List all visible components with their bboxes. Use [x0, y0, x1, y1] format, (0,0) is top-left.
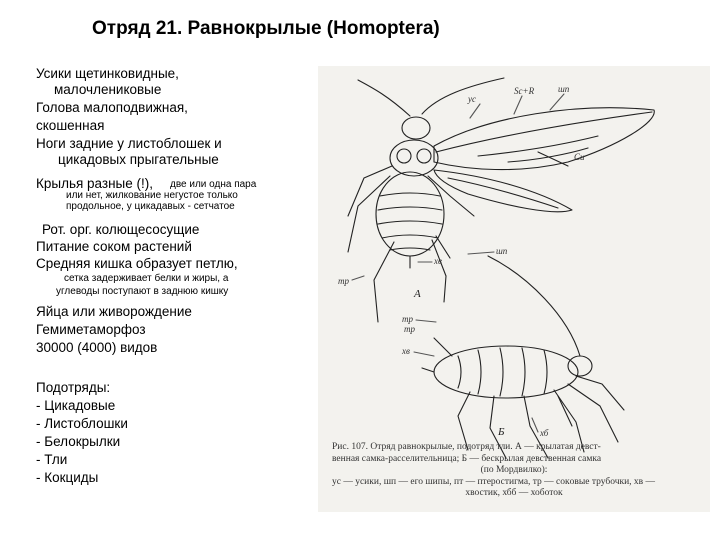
feature-wings-note3: продольное, у цикадавых - сетчатое: [66, 201, 235, 212]
feature-gut: Средняя кишка образует петлю,: [36, 256, 238, 271]
caption-line: ус — усики, шп — его шипы, пт — птеростигма, тр — сокoвые трубочки, хв —: [332, 476, 656, 487]
feature-wings-note1: две или одна пара: [170, 179, 257, 190]
caption-line: Рис. 107. Отряд равнокрылые, подотряд тли. А — крылатая девст-: [332, 442, 601, 452]
label-siphunculi-a: тр: [338, 276, 349, 286]
feature-antennae-line2: малочлениковые: [54, 82, 162, 97]
suborder-item: - Тли: [36, 452, 68, 467]
feature-species-count: 30000 (4000) видов: [36, 340, 158, 355]
suborder-item: - Белокрылки: [36, 434, 121, 449]
figure-label-b: Б: [498, 426, 505, 438]
label-cauda-b: хв: [402, 346, 410, 356]
feature-mouthparts: Рот. орг. колющесосущие: [42, 222, 200, 237]
figure-label-a: А: [414, 288, 421, 300]
feature-reproduction: Яйца или живорождение: [36, 304, 192, 319]
suborder-item: - Цикадовые: [36, 398, 116, 413]
aphid-illustration: [318, 66, 710, 512]
suborder-item: - Листоблошки: [36, 416, 128, 431]
wingless-aphid-b: [422, 256, 624, 458]
caption-line: (по Мордвилко):: [480, 465, 548, 475]
label-spines-a: шп: [558, 84, 570, 94]
label-proboscis: хб: [540, 428, 549, 438]
winged-aphid-a: [348, 78, 654, 322]
feature-gut-note1: сетка задерживает белки и жиры, а: [64, 273, 229, 284]
suborder-item: - Кокциды: [36, 470, 99, 485]
label-spines-b: шп: [496, 246, 508, 256]
feature-antennae-line1: Усики щетинковидные,: [36, 66, 179, 81]
label-siphunculi-b2: тр: [404, 324, 415, 334]
figure-caption: [332, 442, 696, 500]
caption-line: венная самка-расселительница; Б — бескрылая девственная самка: [332, 453, 602, 464]
feature-head-line2: скошенная: [36, 118, 105, 133]
label-cu: Cu: [574, 152, 585, 162]
feature-wings: Крылья разные (!),: [36, 176, 154, 191]
label-cauda-a: хв: [434, 256, 442, 266]
suborders-heading: Подотряды:: [36, 380, 111, 395]
feature-wings-note2: или нет, жилкование негустое только: [66, 190, 238, 201]
feature-head-line1: Голова малоподвижная,: [36, 100, 188, 115]
feature-gut-note2: углеводы поступают в заднюю кишку: [56, 286, 229, 297]
feature-legs-line2: цикадовых прыгательные: [58, 152, 219, 167]
label-sc-r: Sc+R: [514, 86, 535, 96]
caption-line: хвостик, хбб — хоботок: [465, 488, 563, 498]
feature-metamorphosis: Гемиметаморфоз: [36, 322, 146, 337]
slide-title: Отряд 21. Равнокрылые (Homoptera): [92, 18, 440, 39]
label-siphunculi-b: тр: [402, 314, 413, 324]
feature-legs-line1: Ноги задние у листоблошек и: [36, 136, 222, 151]
label-antenna-a: ус: [468, 94, 476, 104]
feature-feeding: Питание соком растений: [36, 239, 192, 254]
